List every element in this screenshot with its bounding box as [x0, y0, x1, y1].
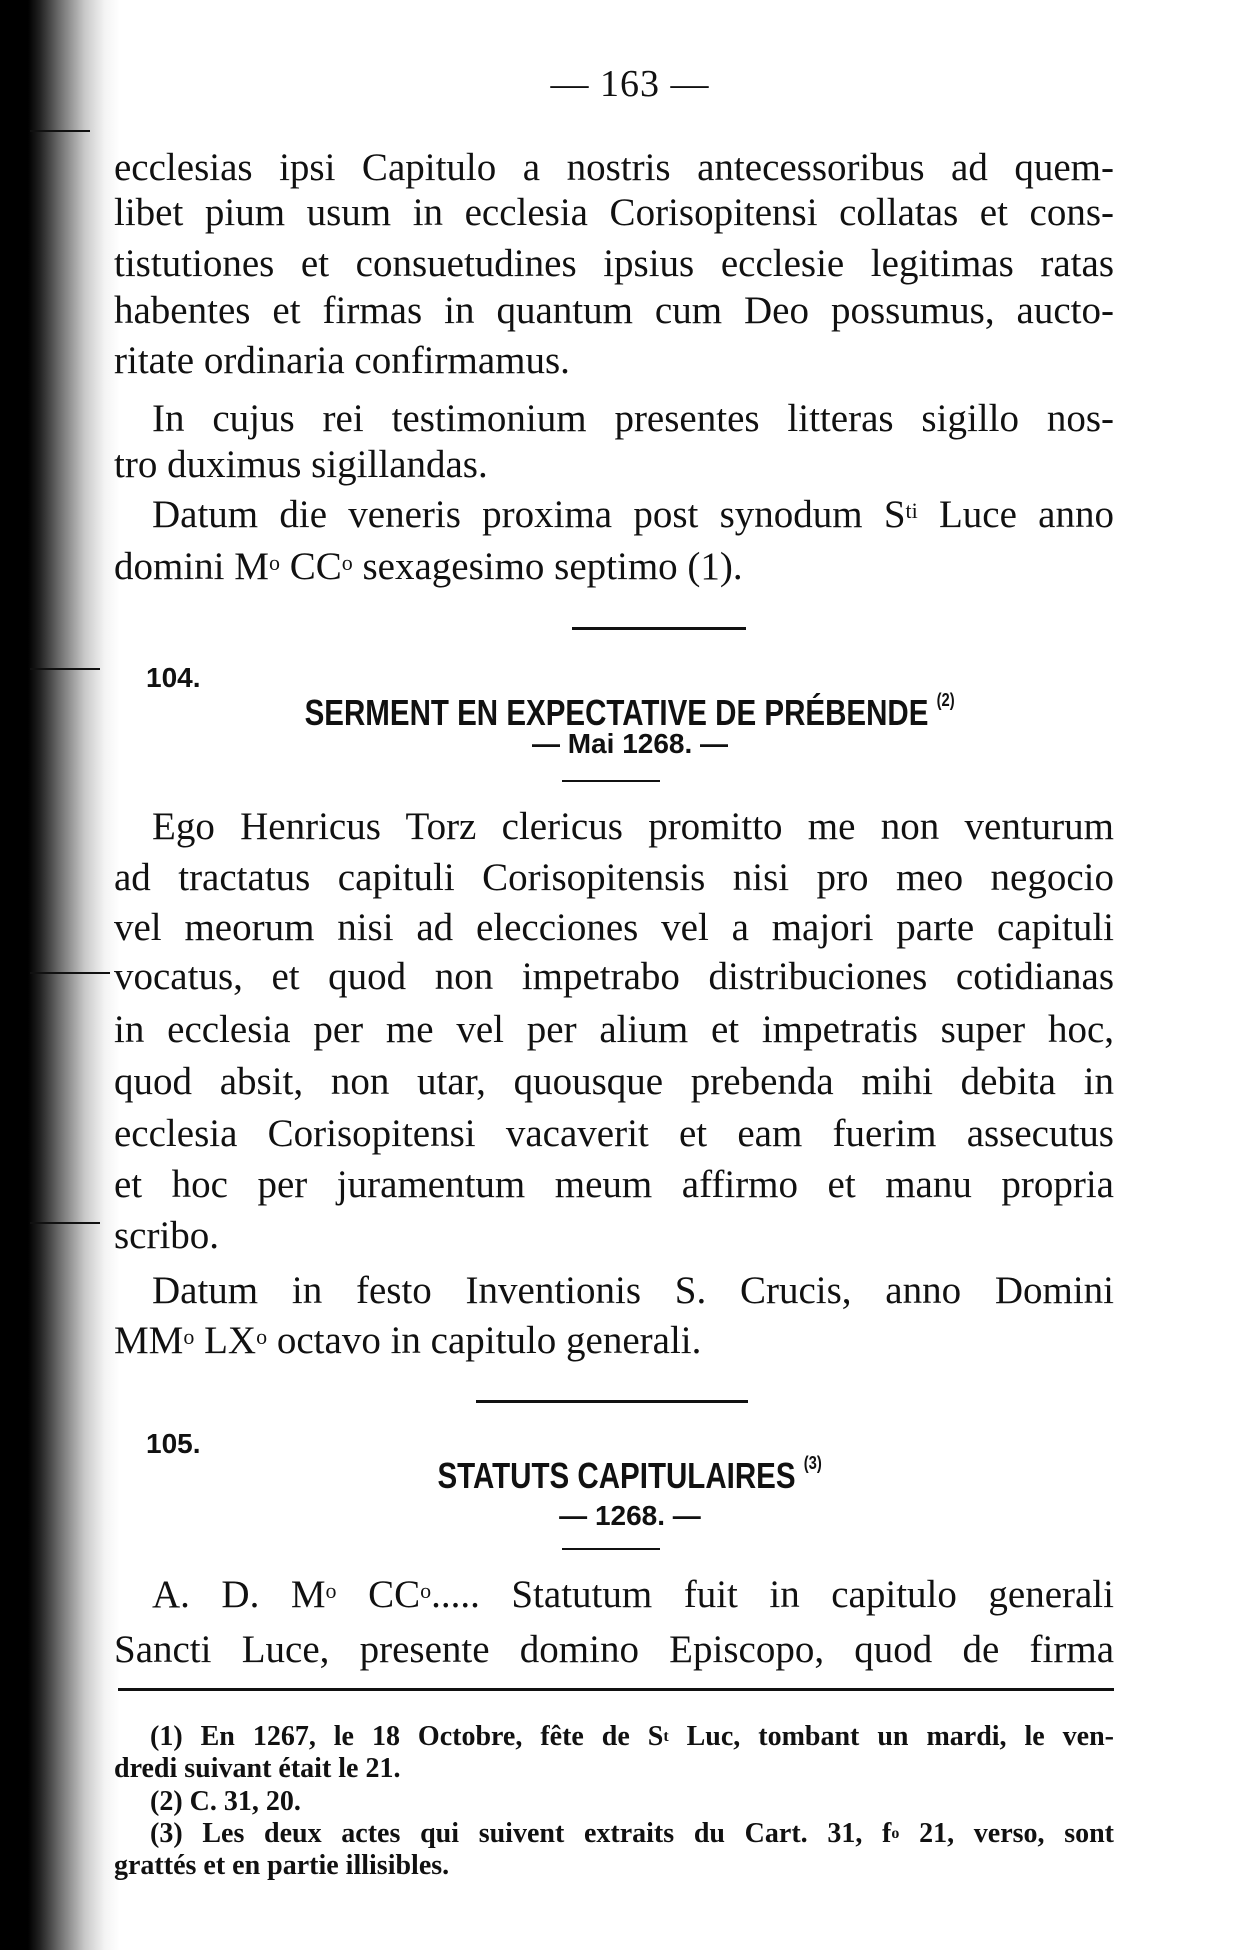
text-segment: LX: [194, 1319, 257, 1362]
text-line: et hoc per juramentum meum affirmo et manu propria: [114, 1163, 1114, 1206]
entry-date: — 1268. —: [559, 1500, 701, 1531]
text-line: tro duximus sigillandas.: [114, 443, 488, 486]
text-line: [152, 1570, 1114, 1620]
text-line: [114, 542, 1114, 592]
footnote-1-cont: dredi suivant était le 21.: [114, 1753, 401, 1784]
text-segment: sexagesimo septimo (1).: [352, 545, 743, 588]
footnote-1: [150, 1720, 1114, 1754]
text-segment: CC: [279, 545, 342, 588]
text-segment: Luce anno: [917, 493, 1114, 536]
text-segment: (1) En 1267, le 18 Octobre, fête de S: [150, 1721, 664, 1752]
footnote-ref: (2): [936, 690, 955, 710]
superscript: t: [663, 1728, 669, 1745]
entry-title: [113, 1455, 1146, 1497]
section-divider: [572, 627, 746, 630]
title-underline: [562, 1548, 660, 1550]
footnote-3-cont: grattés et en partie illisibles.: [114, 1850, 450, 1881]
text-line: habentes et firmas in quantum cum Deo possumus, aucto-: [114, 289, 1114, 332]
text-segment: A. D. M: [152, 1573, 326, 1616]
text-line: ecclesias ipsi Capitulo a nostris antecessoribus ad quem-: [114, 146, 1114, 189]
section-divider: [476, 1400, 748, 1403]
text-segment: ..... Statutum fuit in capitulo generali: [431, 1573, 1114, 1616]
text-line: quod absit, non utar, quousque prebenda mihi debita in: [114, 1060, 1114, 1103]
scan-artifact: [30, 1222, 100, 1224]
page-number: — 163 —: [550, 63, 710, 105]
text-line: Ego Henricus Torz clericus promitto me non venturum: [152, 805, 1114, 848]
entry-title-text: STATUTS CAPITULAIRES: [437, 1455, 796, 1496]
footnote-ref: (3): [803, 1453, 822, 1473]
text-segment: (3) Les deux actes qui suivent extraits du Cart. 31, f: [150, 1818, 892, 1849]
text-line: Datum in festo Inventionis S. Crucis, anno Domini: [152, 1269, 1114, 1312]
scan-artifact: [30, 972, 110, 974]
text-line: vel meorum nisi ad elecciones vel a majori parte capituli: [114, 906, 1114, 949]
text-line: ad tractatus capituli Corisopitensis nisi pro meo negocio: [114, 856, 1114, 899]
text-line: ecclesia Corisopitensi vacaverit et eam fuerim assecutus: [114, 1112, 1114, 1155]
text-segment: 21, verso, sont: [899, 1818, 1115, 1849]
entry-number: 104.: [146, 662, 201, 693]
text-segment: Datum die veneris proxima post synodum S: [152, 493, 906, 536]
superscript: o: [891, 1825, 900, 1842]
superscript: o: [183, 1324, 195, 1349]
footnote-2: (2) C. 31, 20.: [150, 1786, 301, 1817]
text-line: tistutiones et consuetudines ipsius ecclesie legitimas ratas: [114, 242, 1114, 285]
entry-date: — Mai 1268. —: [531, 728, 729, 759]
text-line: vocatus, et quod non impetrabo distribuciones cotidianas: [114, 955, 1114, 998]
title-underline: [562, 780, 660, 782]
superscript: o: [256, 1324, 268, 1349]
text-line: [152, 490, 1114, 540]
text-segment: MM: [114, 1319, 184, 1362]
text-line: Sancti Luce, presente domino Episcopo, quod de firma: [114, 1628, 1114, 1671]
footnote-3: [150, 1817, 1114, 1851]
scan-artifact: [30, 130, 90, 132]
text-line: [114, 1316, 1114, 1366]
text-segment: octavo in capitulo generali.: [267, 1319, 702, 1362]
text-line: libet pium usum in ecclesia Corisopitensi collatas et cons-: [114, 191, 1114, 234]
text-line: ritate ordinaria confirmamus.: [114, 339, 570, 382]
superscript: o: [268, 550, 280, 575]
superscript: o: [341, 550, 353, 575]
entry-number: 105.: [146, 1428, 201, 1459]
text-segment: domini M: [114, 545, 269, 588]
superscript: ti: [905, 498, 918, 523]
superscript: o: [325, 1578, 337, 1603]
text-segment: CC: [336, 1573, 421, 1616]
superscript: o: [420, 1578, 432, 1603]
footnote-divider: [118, 1688, 1114, 1691]
text-line: In cujus rei testimonium presentes litteras sigillo nos-: [152, 397, 1114, 440]
text-line: in ecclesia per me vel per alium et impetratis super hoc,: [114, 1008, 1114, 1051]
text-segment: Luc, tombant un mardi, le ven-: [668, 1721, 1114, 1752]
scan-artifact: [30, 668, 100, 670]
binding-gutter-shadow: [0, 0, 120, 1950]
entry-title-text: SERMENT EN EXPECTATIVE DE PRÉBENDE: [304, 692, 929, 733]
text-line: scribo.: [114, 1214, 220, 1257]
